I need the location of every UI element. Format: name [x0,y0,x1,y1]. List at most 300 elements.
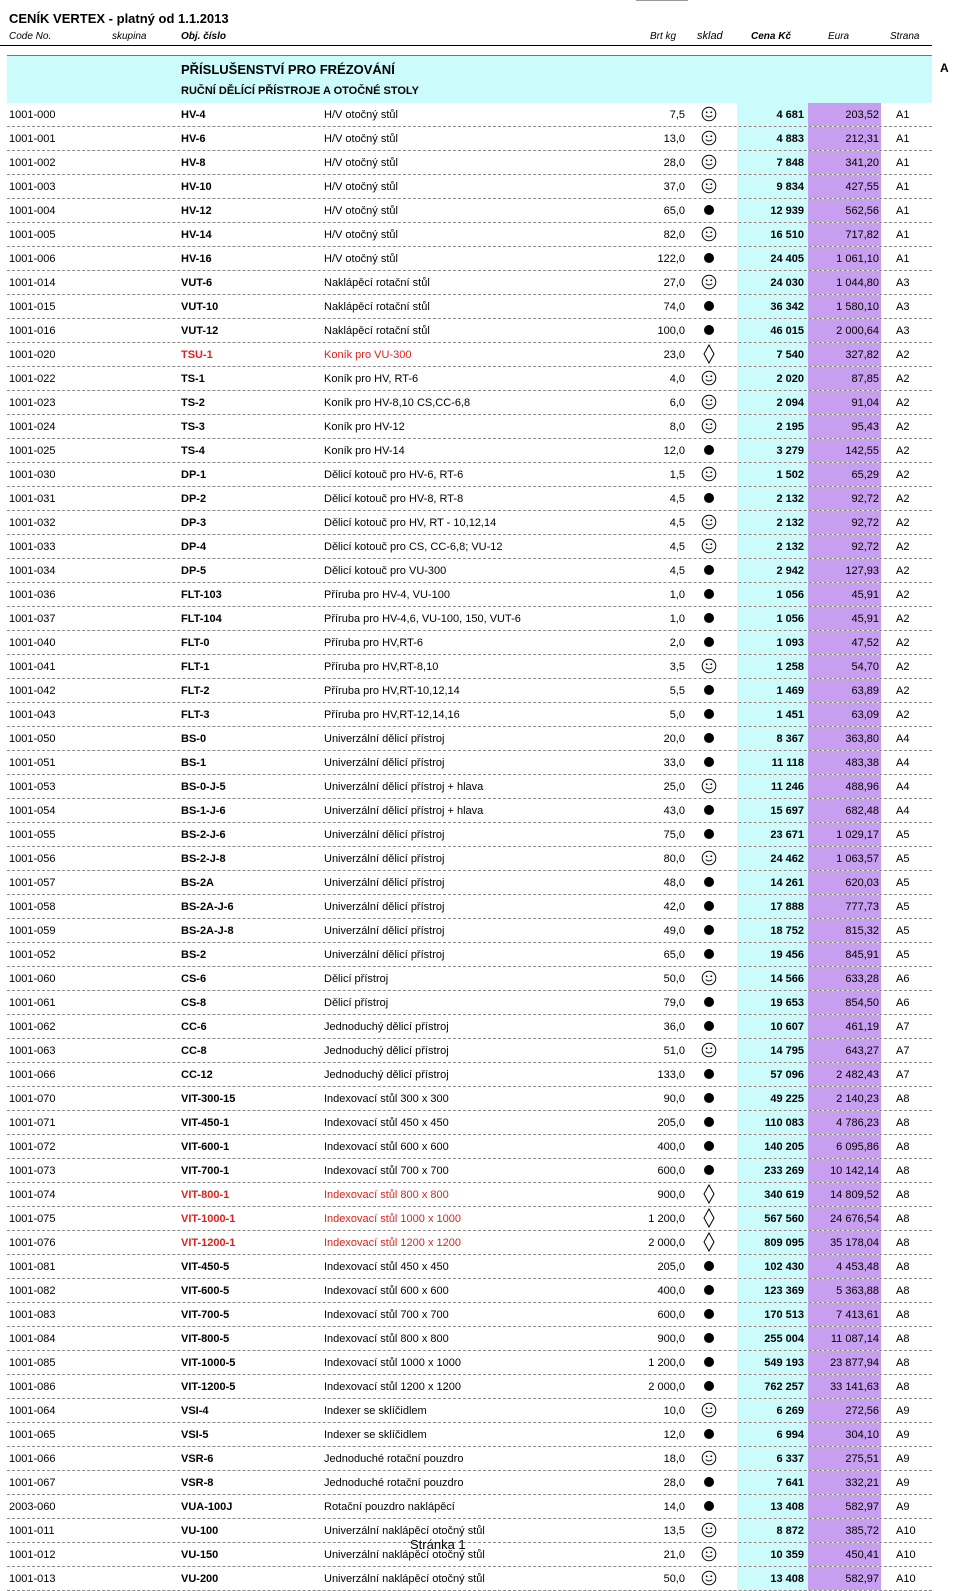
item-description: H/V otočný stůl [324,253,398,265]
table-row [7,895,932,919]
item-price-czk: 123 369 [737,1279,808,1302]
table-row [7,199,932,223]
item-number: VSI-5 [181,1429,209,1441]
item-number: VIT-600-5 [181,1285,230,1297]
table-row [7,1495,932,1519]
item-weight: 2 000,0 [648,1381,685,1393]
item-weight: 7,5 [669,109,685,121]
item-code: 1001-015 [9,301,56,313]
smiley-icon [699,1545,719,1563]
table-row [7,1039,932,1063]
item-code: 1001-064 [9,1405,56,1417]
item-description: Příruba pro HV,RT-8,10 [324,661,439,673]
item-price-czk: 24 030 [737,271,808,294]
item-code: 1001-036 [9,589,56,601]
item-price-eur: 341,20 [808,151,881,174]
smiley-icon [699,657,719,675]
item-price-czk: 140 205 [737,1135,808,1158]
item-weight: 205,0 [657,1261,685,1273]
table-row [7,511,932,535]
diamond-icon [699,1185,719,1203]
item-price-czk: 340 619 [737,1183,808,1206]
item-code: 1001-033 [9,541,56,553]
item-code: 1001-011 [9,1525,55,1537]
filled-dot-icon [699,633,719,651]
item-description: Dělicí přístroj [324,997,389,1009]
item-weight: 23,0 [663,349,685,361]
item-code: 1001-001 [9,133,56,145]
item-description: Univerzální dělicí přístroj [324,949,445,961]
table-row [7,727,932,751]
table-row [7,175,932,199]
item-number: VIT-1200-5 [181,1381,236,1393]
item-code: 1001-016 [9,325,56,337]
item-code: 1001-059 [9,925,56,937]
item-code: 1001-031 [9,493,56,505]
item-price-czk: 46 015 [737,319,808,342]
table-row [7,1207,932,1231]
item-description: H/V otočný stůl [324,181,398,193]
item-price-eur: 127,93 [808,559,881,582]
item-description: Dělicí kotouč pro CS, CC-6,8; VU-12 [324,541,503,553]
item-price-czk: 14 566 [737,967,808,990]
item-price-eur: 1 580,10 [808,295,881,318]
item-code: 1001-054 [9,805,56,817]
table-row [7,343,932,367]
filled-dot-icon [699,609,719,627]
diamond-icon [699,1233,719,1251]
item-price-eur: 23 877,94 [808,1351,881,1374]
item-price-czk: 1 469 [737,679,808,702]
item-price-czk: 233 269 [737,1159,808,1182]
header-cena: Cena Kč [751,31,792,42]
item-weight: 4,5 [669,493,685,505]
item-code: 1001-023 [9,397,56,409]
filled-dot-icon [699,753,719,771]
item-price-czk: 1 451 [737,703,808,726]
table-row [7,775,932,799]
item-number: FLT-3 [181,709,210,721]
item-code: 1001-062 [9,1021,56,1033]
smiley-icon [699,1401,719,1419]
table-row [7,271,932,295]
item-price-eur: 643,27 [808,1039,881,1062]
item-weight: 5,5 [669,685,685,697]
filled-dot-icon [699,1281,719,1299]
item-number: HV-12 [181,205,212,217]
item-code: 1001-022 [9,373,56,385]
item-price-eur: 363,80 [808,727,881,750]
item-weight: 4,0 [669,373,685,385]
item-description: Indexovací stůl 600 x 600 [324,1285,449,1297]
item-number: BS-0 [181,733,207,745]
item-code: 1001-058 [9,901,56,913]
item-page: A5 [896,925,910,937]
item-description: Univerzální dělicí přístroj + hlava [324,781,484,793]
item-weight: 122,0 [657,253,685,265]
item-price-czk: 16 510 [737,223,808,246]
item-price-eur: 91,04 [808,391,881,414]
item-page: A3 [896,301,910,313]
item-page: A1 [896,157,910,169]
item-code: 1001-086 [9,1381,56,1393]
item-price-czk: 2 942 [737,559,808,582]
table-row [7,391,932,415]
item-weight: 14,0 [663,1501,685,1513]
item-page: A9 [896,1405,910,1417]
item-price-eur: 2 482,43 [808,1063,881,1086]
item-number: HV-16 [181,253,212,265]
item-code: 1001-051 [9,757,56,769]
item-number: BS-2 [181,949,207,961]
header-brt: Brt kg [650,31,677,42]
item-weight: 49,0 [663,925,685,937]
item-price-eur: 4 786,23 [808,1111,881,1134]
item-price-eur: 845,91 [808,943,881,966]
item-price-eur: 450,41 [808,1543,881,1566]
item-page: A8 [896,1165,910,1177]
item-description: Koník pro HV-14 [324,445,405,457]
filled-dot-icon [699,705,719,723]
filled-dot-icon [699,1497,719,1515]
item-code: 1001-056 [9,853,56,865]
item-weight: 900,0 [657,1189,685,1201]
item-price-eur: 1 061,10 [808,247,881,270]
smiley-icon [699,273,719,291]
header-skupina: skupina [112,31,147,42]
item-price-eur: 682,48 [808,799,881,822]
item-description: Univerzální dělicí přístroj [324,829,445,841]
item-number: FLT-2 [181,685,210,697]
filled-dot-icon [699,1089,719,1107]
smiley-icon [699,129,719,147]
item-page: A9 [896,1429,910,1441]
item-number: HV-8 [181,157,206,169]
smiley-icon [699,153,719,171]
item-weight: 1 200,0 [648,1357,685,1369]
item-price-czk: 15 697 [737,799,808,822]
item-weight: 37,0 [663,181,685,193]
table-row [7,1303,932,1327]
item-number: VIT-1000-5 [181,1357,236,1369]
item-code: 1001-040 [9,637,56,649]
item-page: A5 [896,949,910,961]
item-price-eur: 45,91 [808,583,881,606]
item-description: Koník pro HV-12 [324,421,405,433]
item-description: Koník pro VU-300 [324,349,412,361]
item-weight: 20,0 [663,733,685,745]
item-price-czk: 18 752 [737,919,808,942]
item-price-czk: 13 408 [737,1567,808,1590]
item-description: Dělicí kotouč pro HV, RT - 10,12,14 [324,517,497,529]
smiley-icon [699,537,719,555]
item-price-eur: 483,38 [808,751,881,774]
item-description: Univerzální naklápěcí otočný stůl [324,1573,485,1585]
item-weight: 79,0 [663,997,685,1009]
table-row [7,151,932,175]
table-row [7,1375,932,1399]
item-price-eur: 65,29 [808,463,881,486]
item-weight: 4,5 [669,565,685,577]
item-code: 1001-071 [9,1117,56,1129]
item-weight: 2,0 [669,637,685,649]
item-weight: 600,0 [657,1165,685,1177]
item-number: VIT-450-5 [181,1261,230,1273]
item-description: Indexovací stůl 700 x 700 [324,1309,449,1321]
item-price-czk: 24 462 [737,847,808,870]
filled-dot-icon [699,801,719,819]
item-page: A2 [896,517,910,529]
price-table [7,103,932,1591]
item-page: A9 [896,1501,910,1513]
filled-dot-icon [699,729,719,747]
item-price-czk: 11 246 [737,775,808,798]
item-price-eur: 620,03 [808,871,881,894]
item-page: A2 [896,469,910,481]
item-code: 1001-052 [9,949,56,961]
subcategory-band [7,80,932,103]
table-row [7,1351,932,1375]
item-page: A8 [896,1093,910,1105]
filled-dot-icon [699,1017,719,1035]
item-code: 2003-060 [9,1501,56,1513]
item-price-eur: 95,43 [808,415,881,438]
item-code: 1001-065 [9,1429,56,1441]
item-weight: 33,0 [663,757,685,769]
item-description: Indexovací stůl 700 x 700 [324,1165,449,1177]
table-row [7,223,932,247]
item-page: A2 [896,565,910,577]
table-row [7,1111,932,1135]
header-strana: Strana [890,31,920,42]
filled-dot-icon [699,1113,719,1131]
smiley-icon [699,1569,719,1587]
item-number: HV-10 [181,181,212,193]
item-price-eur: 562,56 [808,199,881,222]
item-code: 1001-037 [9,613,56,625]
item-weight: 133,0 [657,1069,685,1081]
smiley-icon [699,1521,719,1539]
item-code: 1001-055 [9,829,56,841]
item-description: Indexovací stůl 1200 x 1200 [324,1381,461,1393]
item-description: Univerzální naklápěcí otočný stůl [324,1525,485,1537]
filled-dot-icon [699,585,719,603]
item-description: Jednoduchý dělicí přístroj [324,1045,449,1057]
item-code: 1001-072 [9,1141,56,1153]
item-page: A1 [896,253,910,265]
item-page: A7 [896,1069,910,1081]
item-page: A8 [896,1117,910,1129]
smiley-icon [699,369,719,387]
item-number: CC-6 [181,1021,207,1033]
item-price-czk: 12 939 [737,199,808,222]
item-price-eur: 633,28 [808,967,881,990]
item-weight: 65,0 [663,949,685,961]
item-weight: 36,0 [663,1021,685,1033]
item-number: BS-2A [181,877,215,889]
item-price-eur: 10 142,14 [808,1159,881,1182]
item-weight: 75,0 [663,829,685,841]
table-row [7,463,932,487]
item-weight: 8,0 [669,421,685,433]
item-page: A4 [896,757,910,769]
table-row [7,919,932,943]
table-row [7,559,932,583]
smiley-icon [699,417,719,435]
item-weight: 21,0 [663,1549,685,1561]
item-number: FLT-0 [181,637,210,649]
table-row [7,1519,932,1543]
item-weight: 3,5 [669,661,685,673]
item-number: VIT-800-1 [181,1189,230,1201]
item-number: BS-2A-J-6 [181,901,234,913]
item-price-czk: 8 872 [737,1519,808,1542]
item-code: 1001-024 [9,421,56,433]
item-weight: 25,0 [663,781,685,793]
item-price-eur: 4 453,48 [808,1255,881,1278]
item-page: A4 [896,781,910,793]
item-code: 1001-004 [9,205,56,217]
item-code: 1001-042 [9,685,56,697]
item-number: VUT-6 [181,277,213,289]
item-number: VIT-1200-1 [181,1237,236,1249]
item-price-eur: 2 000,64 [808,319,881,342]
item-weight: 5,0 [669,709,685,721]
item-price-czk: 11 118 [737,751,808,774]
item-description: Indexovací stůl 450 x 450 [324,1261,449,1273]
item-page: A2 [896,445,910,457]
filled-dot-icon [699,993,719,1011]
item-page: A2 [896,397,910,409]
table-row [7,871,932,895]
item-price-eur: 47,52 [808,631,881,654]
table-row [7,1087,932,1111]
item-price-eur: 203,52 [808,103,881,126]
item-price-czk: 1 056 [737,583,808,606]
item-weight: 4,5 [669,541,685,553]
table-row [7,823,932,847]
item-price-czk: 8 367 [737,727,808,750]
item-price-eur: 63,89 [808,679,881,702]
item-price-czk: 255 004 [737,1327,808,1350]
filled-dot-icon [699,1329,719,1347]
item-description: H/V otočný stůl [324,229,398,241]
item-price-czk: 14 795 [737,1039,808,1062]
table-row [7,799,932,823]
item-number: TSU-1 [181,349,213,361]
item-description: Univerzální dělicí přístroj [324,901,445,913]
item-description: Koník pro HV-8,10 CS,CC-6,8 [324,397,471,409]
item-price-eur: 1 029,17 [808,823,881,846]
item-page: A8 [896,1141,910,1153]
filled-dot-icon [699,249,719,267]
table-row [7,1279,932,1303]
item-description: Dělicí kotouč pro HV-6, RT-6 [324,469,464,481]
item-price-czk: 7 540 [737,343,808,366]
item-price-czk: 2 132 [737,535,808,558]
item-code: 1001-084 [9,1333,56,1345]
item-price-eur: 1 044,80 [808,271,881,294]
item-weight: 400,0 [657,1285,685,1297]
table-row [7,1063,932,1087]
item-price-eur: 272,56 [808,1399,881,1422]
item-code: 1001-066 [9,1069,56,1081]
item-price-eur: 92,72 [808,511,881,534]
item-price-eur: 854,50 [808,991,881,1014]
item-description: Naklápěcí rotační stůl [324,277,430,289]
item-price-czk: 7 641 [737,1471,808,1494]
item-description: Univerzální naklápěcí otočný stůl [324,1549,485,1561]
item-price-eur: 92,72 [808,487,881,510]
item-price-czk: 3 279 [737,439,808,462]
item-price-eur: 2 140,23 [808,1087,881,1110]
item-code: 1001-002 [9,157,56,169]
item-code: 1001-075 [9,1213,56,1225]
table-row [7,439,932,463]
item-weight: 74,0 [663,301,685,313]
filled-dot-icon [699,897,719,915]
item-number: DP-2 [181,493,207,505]
table-row [7,703,932,727]
table-row [7,583,932,607]
item-page: A5 [896,901,910,913]
table-row [7,1471,932,1495]
item-description: Příruba pro HV,RT-10,12,14 [324,685,460,697]
filled-dot-icon [699,1425,719,1443]
item-description: Indexovací stůl 800 x 800 [324,1189,449,1201]
item-price-czk: 36 342 [737,295,808,318]
item-number: VIT-450-1 [181,1117,230,1129]
table-row [7,103,932,127]
item-weight: 6,0 [669,397,685,409]
item-price-eur: 63,09 [808,703,881,726]
item-weight: 100,0 [657,325,685,337]
item-price-czk: 6 337 [737,1447,808,1470]
item-description: Univerzální dělicí přístroj [324,925,445,937]
item-number: BS-1-J-6 [181,805,226,817]
subcategory-title: RUČNÍ DĚLÍCÍ PŘÍSTROJE A OTOČNÉ STOLY [181,85,419,97]
filled-dot-icon [699,1353,719,1371]
item-price-czk: 13 408 [737,1495,808,1518]
item-number: HV-14 [181,229,212,241]
column-header-row [0,30,932,46]
item-weight: 28,0 [663,1477,685,1489]
table-row [7,847,932,871]
item-page: A2 [896,493,910,505]
item-price-czk: 1 093 [737,631,808,654]
item-number: TS-2 [181,397,205,409]
category-band [7,55,932,81]
item-page: A2 [896,421,910,433]
filled-dot-icon [699,1161,719,1179]
item-code: 1001-013 [9,1573,56,1585]
item-description: Indexovací stůl 1000 x 1000 [324,1357,461,1369]
item-price-eur: 1 063,57 [808,847,881,870]
header-code: Code No. [9,31,52,42]
item-page: A10 [896,1573,916,1585]
smiley-icon [699,177,719,195]
item-description: H/V otočný stůl [324,109,398,121]
item-number: BS-2-J-6 [181,829,226,841]
smiley-icon [699,849,719,867]
item-page: A9 [896,1477,910,1489]
item-description: Příruba pro HV,RT-12,14,16 [324,709,460,721]
item-weight: 42,0 [663,901,685,913]
item-price-eur: 7 413,61 [808,1303,881,1326]
item-weight: 13,0 [663,133,685,145]
item-number: VIT-1000-1 [181,1213,236,1225]
item-price-eur: 35 178,04 [808,1231,881,1254]
